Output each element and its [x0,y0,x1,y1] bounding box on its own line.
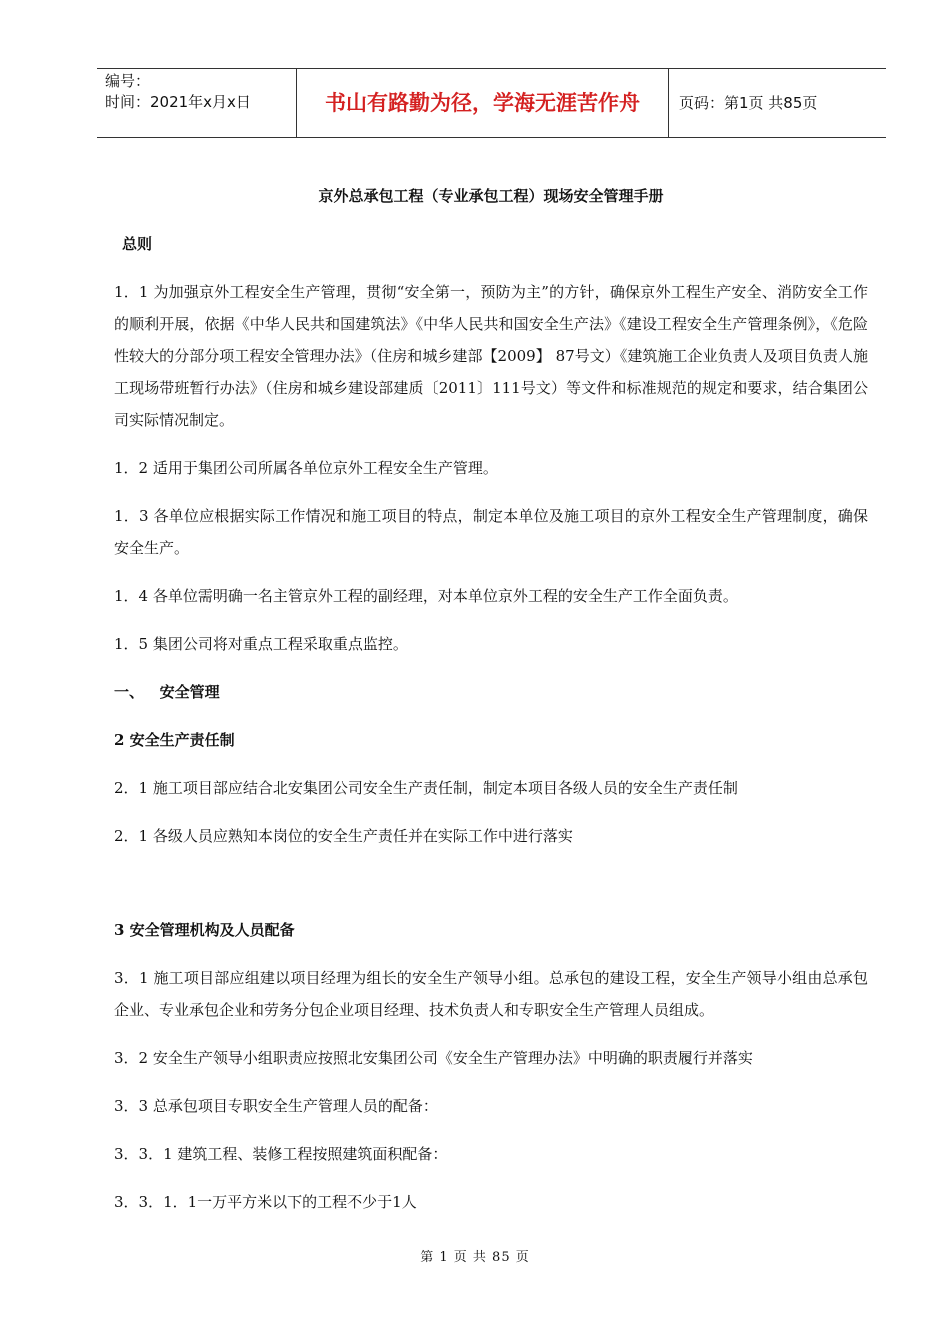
page-footer: 第 1 页 共 85 页 [420,1250,530,1265]
paragraph-1-4: 1．4 各单位需明确一名主管京外工程的副经理，对本单位京外工程的安全生产工作全面负责。 [114,587,738,605]
header-page-info: 页码：第1页 共85页 [679,94,818,112]
section-heading-1: 一、 安全管理 [114,683,220,701]
document-body [114,180,868,1218]
paragraph-3-3-1: 3．3．1 建筑工程、装修工程按照建筑面积配备： [114,1145,448,1163]
section-heading-2: 2 安全生产责任制 [114,731,235,749]
section-heading-general: 总则 [122,235,153,253]
paragraph-1-3: 1．3 各单位应根据实际工作情况和施工项目的特点，制定本单位及施工项目的京外工程安全生产管理制度，确保安全生产。 [114,507,868,557]
header-number: 编号： [105,72,151,90]
paragraph-2-1b: 2．1 各级人员应熟知本岗位的安全生产责任并在实际工作中进行落实 [114,827,573,845]
paragraph-1-2: 1．2 适用于集团公司所属各单位京外工程安全生产管理。 [114,459,498,477]
document-title: 京外总承包工程（专业承包工程）现场安全管理手册 [318,187,664,205]
paragraph-3-2: 3．2 安全生产领导小组职责应按照北安集团公司《安全生产管理办法》中明确的职责履行并落实 [114,1049,753,1067]
paragraph-1-1: 1．1 为加强京外工程安全生产管理，贯彻“安全第一，预防为主”的方针，确保京外工程生产安全、消防安全工作的顺利开展，依据《中华人民共和国建筑法》《中华人民共和国安全生产法》《建设工程安全生产管理条例》，《危险性较大的分部分项工程安全管理办法》（住房和城乡建部【2009】 87号文）《建筑施工企业负责人及项目负责人施工现场带班暂行办法》（住房和城乡建设部建质〔2011〕111号文）等文件和标准规范的规定和要求，结合集团公司实际情况制定。 [114,283,868,429]
paragraph-3-3-1-1: 3．3．1．1一万平方米以下的工程不少于1人 [114,1193,417,1211]
header-motto: 书山有路勤为径，学海无涯苦作舟 [325,91,640,115]
paragraph-3-1: 3．1 施工项目部应组建以项目经理为组长的安全生产领导小组。总承包的建设工程，安全生产领导小组由总承包企业、专业承包企业和劳务分包企业项目经理、技术负责人和专职安全生产管理人员组成。 [114,969,868,1019]
header-meta [105,71,295,113]
paragraph-1-5: 1．5 集团公司将对重点工程采取重点监控。 [114,635,408,653]
page-header [97,68,886,138]
header-time: 时间：2021年x月x日 [105,93,251,111]
header-divider [668,69,669,137]
paragraph-3-3: 3．3 总承包项目专职安全生产管理人员的配备： [114,1097,438,1115]
section-heading-3: 3 安全管理机构及人员配备 [114,921,295,939]
paragraph-2-1a: 2．1 施工项目部应结合北安集团公司安全生产责任制，制定本项目各级人员的安全生产责任制 [114,779,738,797]
